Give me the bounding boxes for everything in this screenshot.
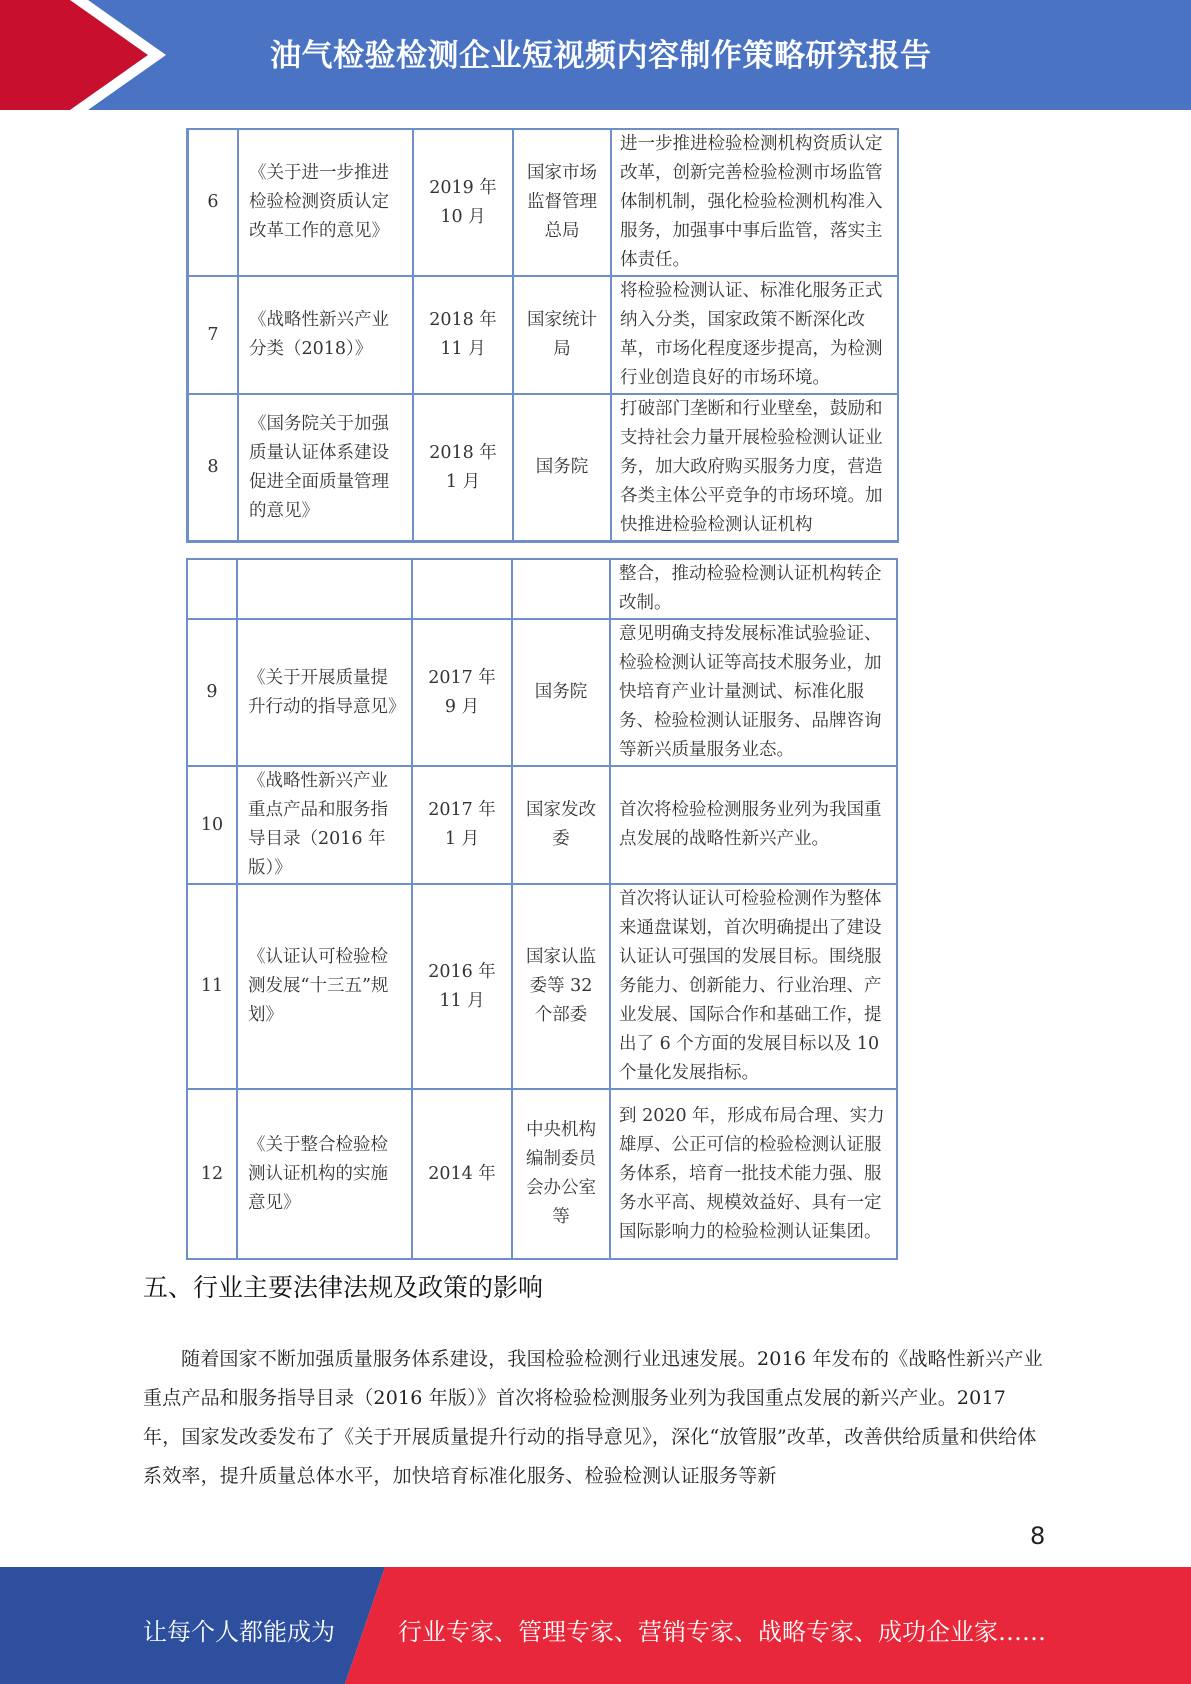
table-row — [187, 766, 897, 884]
issuing-org — [512, 559, 610, 619]
row-number — [187, 559, 237, 619]
footer-slogan-right: 行业专家、管理专家、营销专家、战略专家、成功企业家…… — [398, 1618, 1046, 1646]
issue-date: 2018 年 1 月 — [413, 394, 513, 542]
policy-summary: 打破部门垄断和行业壁垒，鼓励和支持社会力量开展检验检测认证业务，加大政府购买服务力度，营造各类主体公平竞争的市场环境。加快推进检验检测认证机构 — [611, 394, 898, 542]
issue-date: 2018 年 11 月 — [413, 276, 513, 394]
policy-name — [237, 559, 412, 619]
table-row — [188, 394, 899, 542]
issuing-org: 国家统计局 — [513, 276, 611, 394]
issue-date: 2017 年 1 月 — [412, 766, 512, 884]
issuing-org: 国家认监委等 32 个部委 — [512, 884, 610, 1089]
policy-name: 《关于进一步推进检验检测资质认定改革工作的意见》 — [238, 129, 413, 276]
policy-name: 《关于开展质量提升行动的指导意见》 — [237, 619, 412, 766]
table-row — [187, 559, 897, 619]
policy-name: 《认证认可检验检测发展“十三五”规划》 — [237, 884, 412, 1089]
issue-date: 2014 年 — [412, 1089, 512, 1259]
page-footer — [0, 1567, 1191, 1684]
issue-date: 2017 年 9 月 — [412, 619, 512, 766]
row-number: 9 — [187, 619, 237, 766]
issue-date: 2016 年 11 月 — [412, 884, 512, 1089]
issuing-org: 国务院 — [513, 394, 611, 542]
table-row — [187, 884, 897, 1089]
row-number: 10 — [187, 766, 237, 884]
issue-date — [412, 559, 512, 619]
policy-name: 《国务院关于加强质量认证体系建设促进全面质量管理的意见》 — [238, 394, 413, 542]
policy-summary: 意见明确支持发展标准试验验证、检验检测认证等高技术服务业，加快培育产业计量测试、标准化服务、检验检测认证服务、品牌咨询等新兴质量服务业态。 — [610, 619, 897, 766]
policy-summary: 整合，推动检验检测认证机构转企改制。 — [610, 559, 897, 619]
issuing-org: 国家市场监督管理总局 — [513, 129, 611, 276]
body-paragraph: 随着国家不断加强质量服务体系建设，我国检验检测行业迅速发展。2016 年发布的《战略性新兴产业重点产品和服务指导目录（2016 年版）》首次将检验检测服务业列为我国重点发展的新兴产业。2017 年，国家发改委发布了《关于开展质量提升行动的指导意见》，深化“放管服”改革，改善供给质量和供给体系效率，提升质量总体水平，加快培育标准化服务、检验检测认证服务等新 — [143, 1348, 1043, 1487]
report-title: 油气检验检测企业短视频内容制作策略研究报告 — [270, 38, 932, 74]
policy-table-part1 — [186, 128, 899, 543]
policy-name: 《战略性新兴产业分类（2018）》 — [238, 276, 413, 394]
issuing-org: 国家发改委 — [512, 766, 610, 884]
footer-slogan-left: 让每个人都能成为 — [143, 1618, 335, 1646]
policy-summary: 首次将检验检测服务业列为我国重点发展的战略性新兴产业。 — [610, 766, 897, 884]
section-heading: 五、行业主要法律法规及政策的影响 — [143, 1273, 544, 1302]
policy-summary: 进一步推进检验检测机构资质认定改革，创新完善检验检测市场监管体制机制，强化检验检测机构准入服务，加强事中事后监管，落实主体责任。 — [611, 129, 898, 276]
policy-table-part2 — [186, 558, 898, 1260]
page-number: 8 — [1030, 1522, 1046, 1550]
table-row — [188, 129, 899, 276]
table-row — [187, 619, 897, 766]
issuing-org: 国务院 — [512, 619, 610, 766]
policy-summary: 首次将认证认可检验检测作为整体来通盘谋划，首次明确提出了建设认证认可强国的发展目标。围绕服务能力、创新能力、行业治理、产业发展、国际合作和基础工作，提出了 6 个方面的发展目标以及 10 个量化发展指标。 — [610, 884, 897, 1089]
row-number: 11 — [187, 884, 237, 1089]
row-number: 12 — [187, 1089, 237, 1259]
row-number: 8 — [188, 394, 239, 542]
issue-date: 2019 年 10 月 — [413, 129, 513, 276]
row-number: 6 — [188, 129, 239, 276]
table-row — [188, 276, 899, 394]
policy-summary: 到 2020 年，形成布局合理、实力雄厚、公正可信的检验检测认证服务体系，培育一批技术能力强、服务水平高、规模效益好、具有一定国际影响力的检验检测认证集团。 — [610, 1089, 897, 1259]
table-row — [187, 1089, 897, 1259]
policy-summary: 将检验检测认证、标准化服务正式纳入分类，国家政策不断深化改革，市场化程度逐步提高，为检测行业创造良好的市场环境。 — [611, 276, 898, 394]
issuing-org: 中央机构编制委员会办公室等 — [512, 1089, 610, 1259]
policy-name: 《关于整合检验检测认证机构的实施意见》 — [237, 1089, 412, 1259]
page-header — [0, 0, 1191, 110]
row-number: 7 — [188, 276, 239, 394]
policy-name: 《战略性新兴产业重点产品和服务指导目录（2016 年版）》 — [237, 766, 412, 884]
